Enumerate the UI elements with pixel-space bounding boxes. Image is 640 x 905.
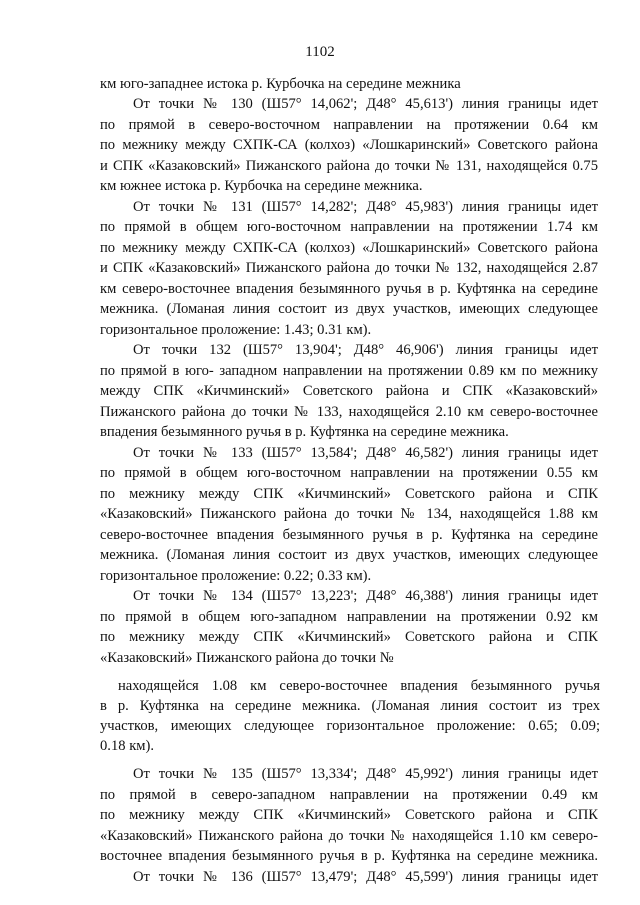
text-line: горизонтальное проложение: 1.43; 0.31 км).	[100, 322, 372, 338]
text-line: От точки № 131 (Ш57° 14,282'; Д48° 45,983') линия границы идет	[133, 199, 598, 215]
text-line: в р. Куфтянка на середине межника. (Ломаная линия состоит из трех	[100, 698, 600, 714]
text-line: 0.18 км).	[100, 738, 155, 754]
text-line: восточнее впадения безымянного ручья в р. Куфтянка на середине межника.	[100, 848, 598, 864]
text-line: северо-восточнее впадения безымянного ручья в р. Куфтянка на середине	[100, 527, 598, 543]
text-line: и СПК «Казаковский» Пижанского района до точки № 132, находящейся 2.87	[100, 260, 598, 276]
text-line: по прямой в северо-западном направлении на протяжении 0.49 км	[100, 787, 598, 803]
text-line: От точки № 135 (Ш57° 13,334'; Д48° 45,992') линия границы идет	[133, 766, 598, 782]
text-line: От точки № 130 (Ш57° 14,062'; Д48° 45,613') линия границы идет	[133, 96, 598, 112]
page-number: 1102	[305, 44, 335, 60]
text-line: участков, имеющих следующее горизонтальное проложение: 0.65; 0.09;	[100, 718, 600, 734]
text-line: по прямой в общем юго-западном направлении на протяжении 0.92 км	[100, 609, 598, 625]
text-line: по межнику между СПК «Кичминский» Советского района и СПК	[100, 486, 598, 502]
text-line: «Казаковский» Пижанского района до точки № 134, находящейся 1.88 км	[100, 506, 598, 522]
text-line: и СПК «Казаковский» Пижанского района до точки № 131, находящейся 0.75	[100, 158, 598, 174]
text-line: по межнику между СПК «Кичминский» Советского района и СПК	[100, 807, 598, 823]
text-line: по прямой в северо-восточном направлении на протяжении 0.64 км	[100, 117, 598, 133]
text-line: находящейся 1.08 км северо-восточнее впадения безымянного ручья	[118, 678, 600, 694]
text-line: по прямой в юго- западном направлении на протяжении 0.89 км по межнику	[100, 363, 598, 379]
text-line: км южнее истока р. Курбочка на середине межника.	[100, 178, 423, 194]
text-line: От точки 132 (Ш57° 13,904'; Д48° 46,906') линия границы идет	[133, 342, 598, 358]
text-line: Пижанского района до точки № 133, находящейся 2.10 км северо-восточнее	[100, 404, 598, 420]
text-line: по прямой в общем юго-восточном направлении на протяжении 0.55 км	[100, 465, 598, 481]
text-line: км юго-западнее истока р. Курбочка на середине межника	[100, 76, 461, 92]
text-line: От точки № 134 (Ш57° 13,223'; Д48° 46,388') линия границы идет	[133, 588, 598, 604]
text-line: между СПК «Кичминский» Советского района и СПК «Казаковский»	[100, 383, 598, 399]
text-line: «Казаковский» Пижанского района до точки № находящейся 1.10 км северо-	[100, 828, 598, 844]
text-line: горизонтальное проложение: 0.22; 0.33 км).	[100, 568, 372, 584]
text-line: по межнику между СПК «Кичминский» Советского района и СПК	[100, 629, 598, 645]
text-line: км северо-восточнее впадения безымянного ручья в р. Куфтянка на середине	[100, 281, 598, 297]
text-line: От точки № 136 (Ш57° 13,479'; Д48° 45,599') линия границы идет	[133, 869, 598, 885]
text-line: межника. (Ломаная линия состоит из двух участков, имеющих следующее	[100, 547, 598, 563]
text-line: «Казаковский» Пижанского района до точки №	[100, 650, 394, 666]
text-line: впадения безымянного ручья в р. Куфтянка на середине межника.	[100, 424, 509, 440]
text-line: От точки № 133 (Ш57° 13,584'; Д48° 46,582') линия границы идет	[133, 445, 598, 461]
text-line: межника. (Ломаная линия состоит из двух участков, имеющих следующее	[100, 301, 598, 317]
text-line: по межнику между СХПК-СА (колхоз) «Лошкаринский» Советского района	[100, 137, 598, 153]
text-line: по прямой в общем юго-восточном направлении на протяжении 1.74 км	[100, 219, 598, 235]
text-line: по межнику между СХПК-СА (колхоз) «Лошкаринский» Советского района	[100, 240, 598, 256]
